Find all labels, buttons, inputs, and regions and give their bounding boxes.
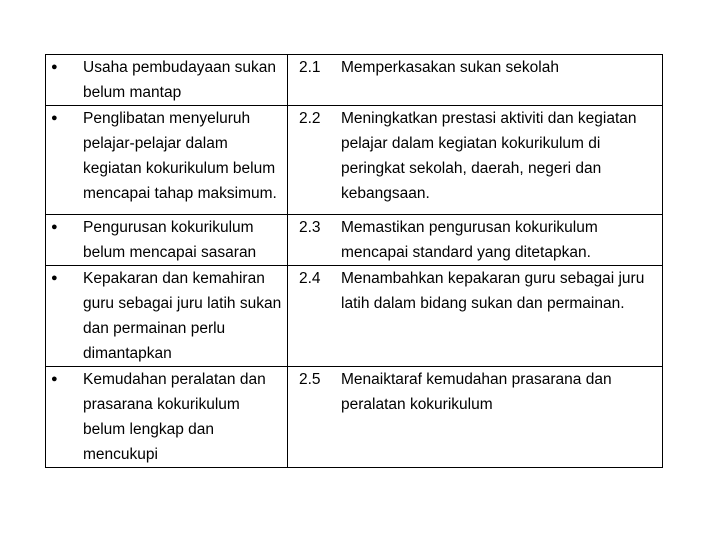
strategy-cell bbox=[288, 215, 663, 266]
strategy-cell bbox=[288, 55, 663, 106]
issue-cell bbox=[46, 367, 288, 468]
strategy-text: Memastikan pengurusan kokurikulum mencapai standard yang ditetapkan. bbox=[341, 219, 598, 261]
bullet-icon: ● bbox=[51, 61, 58, 73]
table-row bbox=[46, 106, 663, 215]
strategy-text: Menaiktaraf kemudahan prasarana dan peralatan kokurikulum bbox=[341, 371, 612, 413]
issue-cell bbox=[46, 266, 288, 367]
issue-cell bbox=[46, 215, 288, 266]
bullet-icon: ● bbox=[51, 221, 58, 233]
issues-strategies-table bbox=[45, 54, 663, 468]
bullet-icon: ● bbox=[51, 373, 58, 385]
issue-text: Kepakaran dan kemahiran guru sebagai juru latih sukan dan permainan perlu dimantapkan bbox=[83, 270, 282, 362]
strategy-number: 2.2 bbox=[299, 110, 321, 127]
table-row bbox=[46, 215, 663, 266]
strategy-text: Menambahkan kepakaran guru sebagai juru latih dalam bidang sukan dan permainan. bbox=[341, 270, 645, 312]
strategy-cell bbox=[288, 106, 663, 215]
strategy-number: 2.5 bbox=[299, 371, 321, 388]
strategy-number: 2.3 bbox=[299, 219, 321, 236]
table-row bbox=[46, 55, 663, 106]
bullet-icon: ● bbox=[51, 112, 58, 124]
issue-text: Usaha pembudayaan sukan belum mantap bbox=[83, 59, 277, 101]
bullet-icon: ● bbox=[51, 272, 58, 284]
table-row bbox=[46, 367, 663, 468]
issue-text: Pengurusan kokurikulum belum mencapai sasaran bbox=[83, 219, 257, 261]
issue-cell bbox=[46, 106, 288, 215]
strategy-number: 2.4 bbox=[299, 270, 321, 287]
issue-text: Penglibatan menyeluruh pelajar-pelajar dalam kegiatan kokurikulum belum mencapai tahap maksimum. bbox=[83, 110, 277, 202]
strategy-cell bbox=[288, 367, 663, 468]
strategy-cell bbox=[288, 266, 663, 367]
strategy-text: Memperkasakan sukan sekolah bbox=[341, 59, 559, 76]
strategy-text: Meningkatkan prestasi aktiviti dan kegiatan pelajar dalam kegiatan kokurikulum di peringkat sekolah, daerah, negeri dan kebangsaan. bbox=[341, 110, 637, 202]
table-row bbox=[46, 266, 663, 367]
strategy-number: 2.1 bbox=[299, 59, 321, 76]
issue-text: Kemudahan peralatan dan prasarana kokurikulum belum lengkap dan mencukupi bbox=[83, 371, 266, 463]
issue-cell bbox=[46, 55, 288, 106]
